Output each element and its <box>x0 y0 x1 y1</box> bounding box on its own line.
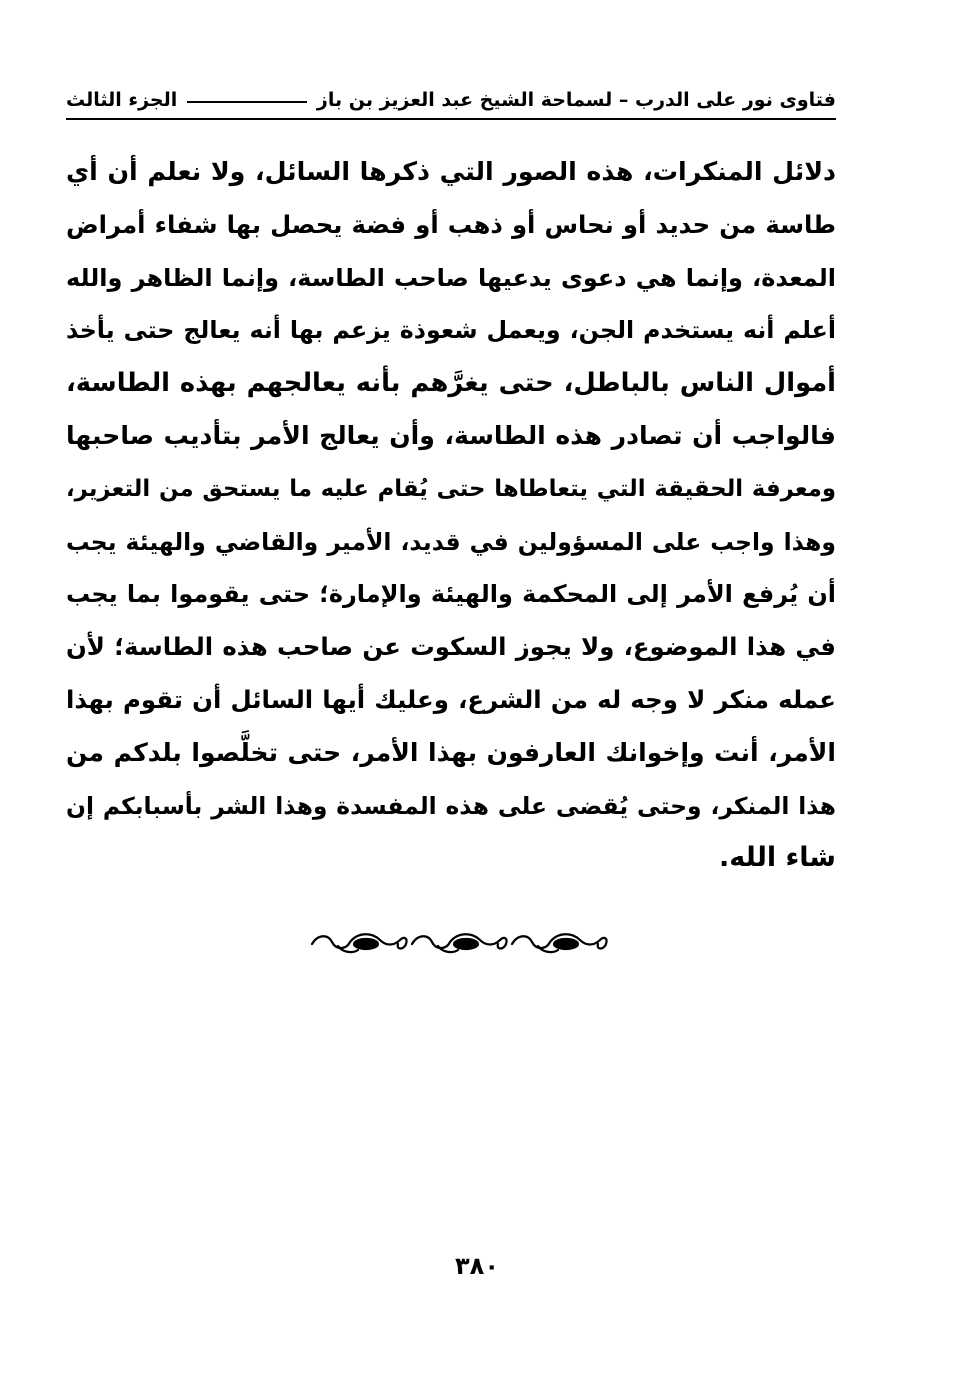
running-header <box>66 82 836 120</box>
volume-label: الجزء الثالث <box>66 89 178 111</box>
series-title: فتاوى نور على الدرب – لسماحة الشيخ عبد العزيز بن باز <box>316 89 836 111</box>
text-line: في هذا الموضوع، ولا يجوز السكوت عن صاحب هذه الطاسة؛ لأن <box>66 632 836 662</box>
text-line: فالواجب أن تصادر هذه الطاسة، وأن يعالج الأمر بتأديب صاحبها <box>66 420 836 450</box>
page-number: ٣٨٠ <box>455 1252 499 1280</box>
text-line: عمله منكر لا وجه له من الشرع، وعليك أيها السائل أن تقوم بهذا <box>66 684 836 714</box>
text-line: أن يُرفع الأمر إلى المحكمة والهيئة والإمارة؛ حتى يقوموا بما يجب <box>66 580 836 609</box>
text-line: دلائل المنكرات، هذه الصور التي ذكرها السائل، ولا نعلم أن أي <box>66 157 836 186</box>
text-line: أموال الناس بالباطل، حتى يغرَّهم بأنه يعالجهم بهذه الطاسة، <box>66 368 836 399</box>
text-line: هذا المنكر، وحتى يُقضى على هذه المفسدة وهذا الشر بأسبابكم إن <box>66 791 836 820</box>
text-line: وهذا واجب على المسؤولين في قديد، الأمير والقاضي والهيئة يجب <box>66 527 836 556</box>
fatwa-body-text <box>66 146 836 885</box>
text-line: ومعرفة الحقيقة التي يتعاطاها حتى يُقام عليه ما يستحق من التعزير، <box>66 475 836 502</box>
text-line: طاسة من حديد أو نحاس أو ذهب أو فضة يحصل بها شفاء أمراض <box>66 209 836 239</box>
floral-divider-icon <box>304 924 610 960</box>
text-line-final: شاء الله. <box>719 842 836 874</box>
text-line: أعلم أنه يستخدم الجن، ويعمل شعوذة يزعم بها أنه يعالج حتى يأخذ <box>66 316 836 345</box>
text-line: الأمر، أنت وإخوانك العارفون بهذا الأمر، حتى تخلَّصوا بلدكم من <box>66 737 836 767</box>
header-rule <box>187 101 307 103</box>
text-line: المعدة، وإنما هي دعوى يدعيها صاحب الطاسة، وإنما الظاهر والله <box>66 263 836 292</box>
